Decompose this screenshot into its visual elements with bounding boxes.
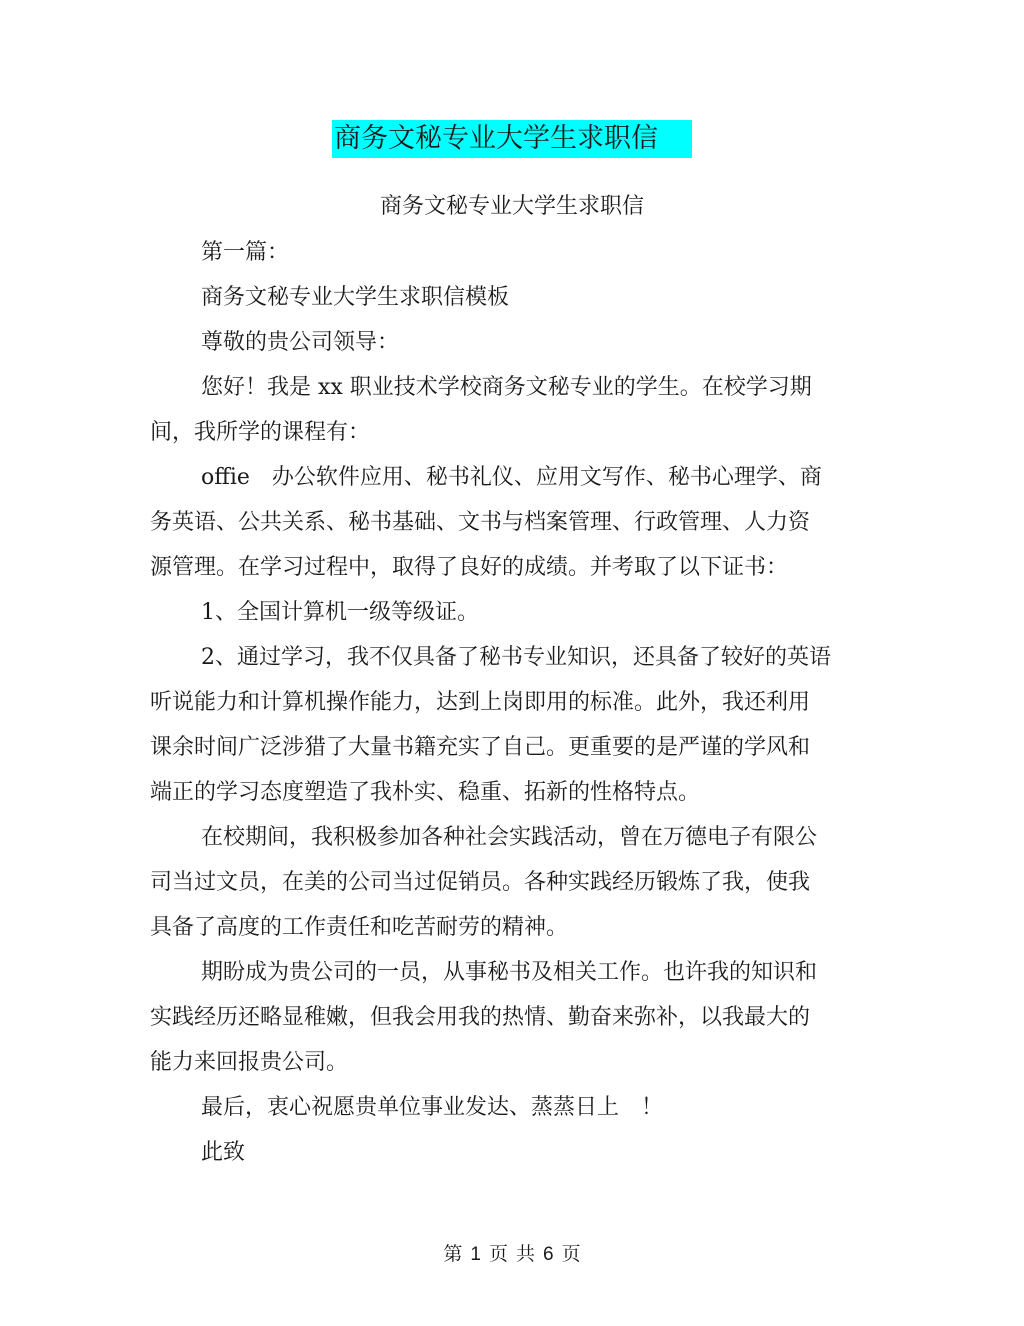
paragraph-line: 期盼成为贵公司的一员，从事秘书及相关工作。也许我的知识和 (201, 960, 818, 985)
page-number: 1 (470, 1244, 481, 1265)
paragraph-line: 间，我所学的课程有： (150, 420, 371, 445)
list-item: 1、全国计算机一级等级证。 (201, 600, 479, 625)
letter-body (150, 230, 830, 1175)
paragraph-line: 司当过文员，在美的公司当过促销员。各种实践经历锻炼了我，使我 (150, 870, 811, 895)
paragraph-line: 端正的学习态度塑造了我朴实、稳重、拓新的性格特点。 (150, 780, 701, 805)
total-unit: 页 (561, 1243, 581, 1265)
page-label: 第 (443, 1243, 463, 1265)
page-footer (0, 1240, 1024, 1269)
paragraph-line: 能力来回报贵公司。 (150, 1050, 349, 1075)
list-item: 2、通过学习，我不仅具备了秘书专业知识，还具备了较好的英语 (201, 645, 831, 670)
total-pages: 6 (543, 1244, 554, 1265)
document-subtitle: 商务文秘专业大学生求职信 (379, 194, 644, 219)
salutation: 尊敬的贵公司领导： (201, 330, 400, 355)
section-heading: 第一篇： (201, 240, 290, 265)
paragraph-line: offie 办公软件应用、秘书礼仪、应用文写作、秘书心理学、商 (201, 465, 822, 490)
paragraph-line: 课余时间广泛涉猎了大量书籍充实了自己。更重要的是严谨的学风和 (150, 735, 811, 760)
document-title: 商务文秘专业大学生求职信 (332, 120, 692, 158)
closing-wish: 最后，衷心祝愿贵单位事业发达、蒸蒸日上 ！ (201, 1095, 664, 1120)
letter-heading: 商务文秘专业大学生求职信模板 (201, 285, 510, 310)
paragraph-line: 务英语、公共关系、秘书基础、文书与档案管理、行政管理、人力资 (150, 510, 811, 535)
paragraph-line: 具备了高度的工作责任和吃苦耐劳的精神。 (150, 915, 569, 940)
title-container (0, 120, 1024, 158)
paragraph-line: 源管理。在学习过程中，取得了良好的成绩。并考取了以下证书： (150, 555, 789, 580)
page-unit: 页 (488, 1243, 508, 1265)
paragraph-line: 实践经历还略显稚嫩，但我会用我的热情、勤奋来弥补，以我最大的 (150, 1005, 811, 1030)
paragraph-line: 在校期间，我积极参加各种社会实践活动，曾在万德电子有限公 (201, 825, 818, 850)
paragraph-line: 您好！我是 xx 职业技术学校商务文秘专业的学生。在校学习期 (201, 375, 812, 400)
closing-line: 此致 (201, 1140, 246, 1165)
paragraph-line: 听说能力和计算机操作能力，达到上岗即用的标准。此外，我还利用 (150, 690, 811, 715)
total-label: 共 (516, 1243, 536, 1265)
